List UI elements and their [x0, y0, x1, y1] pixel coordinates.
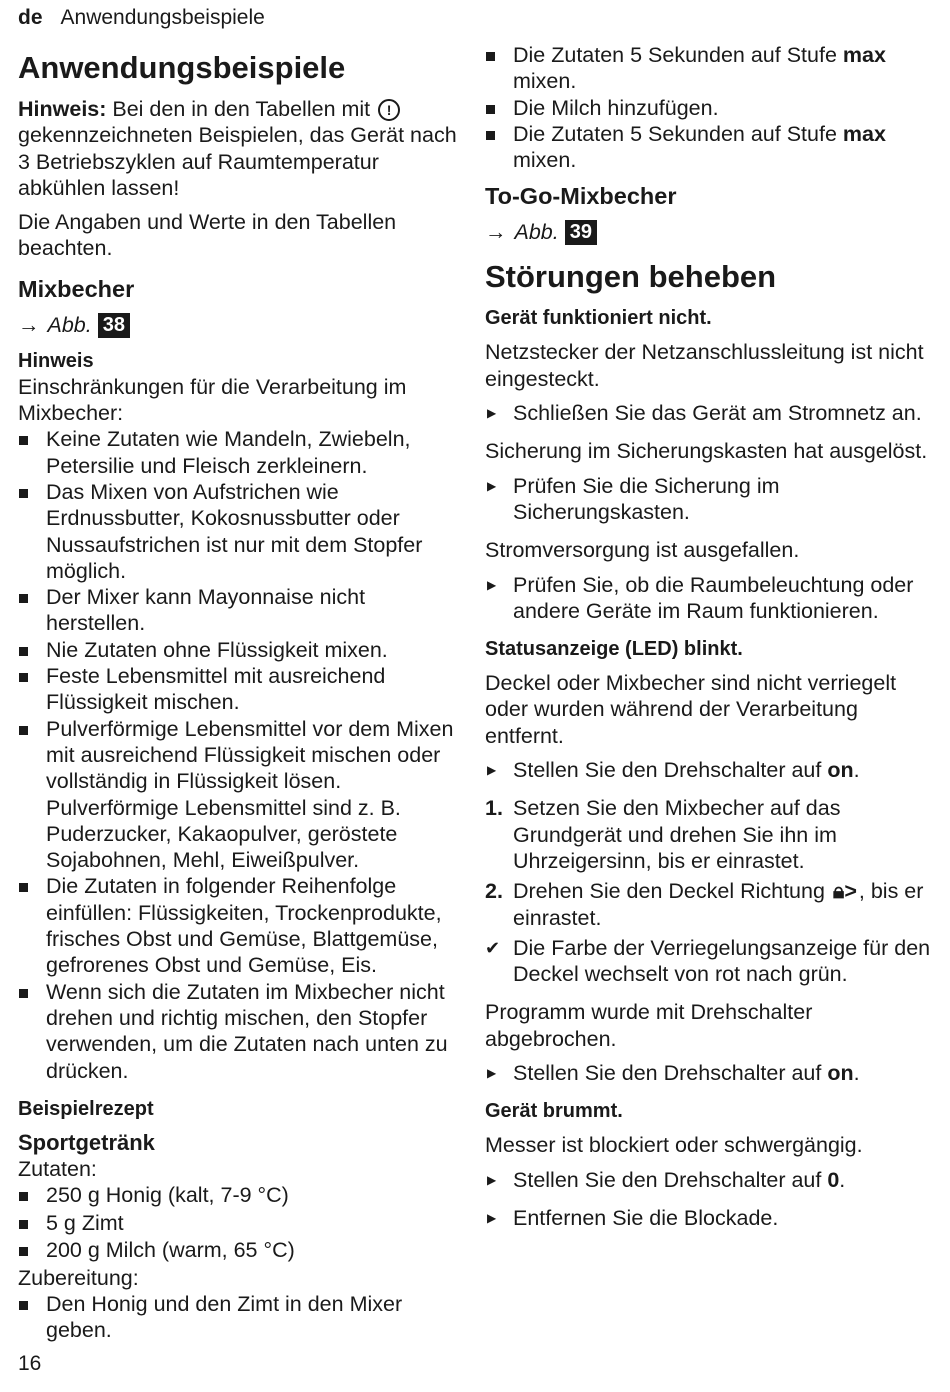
triangle-bullet-icon: ▶: [487, 577, 497, 592]
list-item: Den Honig und den Zimt in den Mixer geben.: [18, 1291, 463, 1344]
page-number: 16: [18, 1352, 42, 1375]
running-header-title: Anwendungsbeispiele: [60, 6, 265, 29]
list-item: Das Mixen von Aufstrichen wie Erdnussbutter, Kokosnussbutter oder Nussaufstrichen ist nur mit dem Stopfer möglich.: [18, 479, 463, 584]
cooling-note: Hinweis: Bei den in den Tabellen mit ! gekennzeichneten Beispielen, das Gerät nach 3 Betriebszyklen auf Raumtemperatur abkühlen lassen!: [18, 97, 457, 200]
prep-label: Zubereitung:: [18, 1265, 139, 1290]
problem-title: Statusanzeige (LED) blinkt.: [485, 638, 743, 661]
arrow-right-icon: →: [18, 312, 40, 337]
mixbecher-heading: Mixbecher: [18, 275, 135, 302]
action-item: ▶ Entfernen Sie die Blockade.: [487, 1205, 779, 1230]
step-item: 2. Drehen Sie den Deckel Richtung 🔒︎>, bis er einrastet.: [485, 879, 924, 930]
action-item: ▶ Stellen Sie den Drehschalter auf on.: [487, 758, 860, 783]
lock-arrow-icon: 🔒︎>: [832, 879, 857, 904]
recipe-title: Sportgetränk: [18, 1129, 155, 1155]
figure-reference: → Abb. 38: [18, 310, 463, 340]
restrictions-list: [18, 426, 463, 1083]
list-item: Pulverförmige Lebensmittel vor dem Mixen mit ausreichend Flüssigkeit mischen oder vollständig in Flüssigkeit lösen. Pulverförmige Lebensmittel sind z. B. Puderzucker, Kakaopulver, geröstete Sojabohnen, Mehl, Eiweißpulver.: [18, 716, 463, 874]
cause-text: Netzstecker der Netzanschlussleitung ist nicht eingesteckt.: [485, 340, 924, 391]
figure-badge: 39: [565, 220, 597, 245]
triangle-bullet-icon: ▶: [487, 763, 497, 778]
recipe-label: Beispielrezept: [18, 1097, 154, 1120]
left-column: [18, 40, 463, 1343]
action-item: ▶ Schließen Sie das Gerät am Stromnetz an.: [487, 401, 922, 426]
action-item: ▶ Stellen Sie den Drehschalter auf 0.: [487, 1167, 846, 1192]
cause-text: Stromversorgung ist ausgefallen.: [485, 538, 800, 563]
triangle-bullet-icon: ▶: [487, 1210, 497, 1225]
ingredients-label: Zutaten:: [18, 1156, 97, 1181]
action-item: ▶ Prüfen Sie die Sicherung im Sicherungskasten.: [487, 473, 780, 524]
hinweis-heading: Hinweis: [18, 349, 94, 372]
list-item: Wenn sich die Zutaten im Mixbecher nicht drehen und richtig mischen, den Stopfer verwenden, um die Zutaten nach unten zu drücken.: [18, 979, 463, 1084]
action-item: ▶ Stellen Sie den Drehschalter auf on.: [487, 1061, 860, 1086]
prep-list-continued: [485, 42, 933, 173]
list-item: 5 g Zimt: [18, 1210, 463, 1238]
right-column: [485, 42, 933, 1231]
list-item: Der Mixer kann Mayonnaise nicht herstellen.: [18, 584, 463, 637]
cause-text: Programm wurde mit Drehschalter abgebrochen.: [485, 1000, 813, 1051]
list-item: Die Zutaten 5 Sekunden auf Stufe max mixen.: [485, 121, 933, 174]
values-note: Die Angaben und Werte in den Tabellen beachten.: [18, 210, 397, 261]
troubleshooting-title: Störungen beheben: [485, 259, 777, 295]
cause-text: Messer ist blockiert oder schwergängig.: [485, 1133, 863, 1158]
arrow-right-icon: →: [485, 220, 507, 245]
warning-icon: !: [378, 99, 400, 121]
triangle-bullet-icon: ▶: [487, 406, 497, 421]
problem-title: Gerät brummt.: [485, 1100, 623, 1123]
triangle-bullet-icon: ▶: [487, 1172, 497, 1187]
list-item: Keine Zutaten wie Mandeln, Zwiebeln, Petersilie und Fleisch zerkleinern.: [18, 426, 463, 479]
problem-title: Gerät funktioniert nicht.: [485, 307, 712, 330]
action-item: ▶ Prüfen Sie, ob die Raumbeleuchtung oder andere Geräte im Raum funktionieren.: [487, 572, 914, 623]
checkmark-icon: ✔: [485, 937, 501, 958]
section-title: Anwendungsbeispiele: [18, 50, 346, 85]
list-item: 200 g Milch (warm, 65 °C): [18, 1237, 463, 1265]
cause-text: Deckel oder Mixbecher sind nicht verriegelt oder wurden während der Verarbeitung entfernt.: [485, 671, 897, 748]
restrictions-intro: Einschränkungen für die Verarbeitung im Mixbecher:: [18, 374, 407, 426]
list-item: Feste Lebensmittel mit ausreichend Flüssigkeit mischen.: [18, 663, 463, 716]
step-item: 1. Setzen Sie den Mixbecher auf das Grundgerät und drehen Sie ihn im Uhrzeigersinn, bis er einrastet.: [485, 796, 841, 873]
list-item: Die Milch hinzufügen.: [485, 95, 933, 121]
list-item: Nie Zutaten ohne Flüssigkeit mixen.: [18, 637, 463, 663]
steps-list: [485, 795, 933, 930]
triangle-bullet-icon: ▶: [487, 1066, 497, 1081]
ingredients-list: [18, 1182, 463, 1265]
figure-badge: 38: [98, 313, 130, 338]
list-item: Die Zutaten 5 Sekunden auf Stufe max mixen.: [485, 42, 933, 95]
list-item: Die Zutaten in folgender Reihenfolge einfüllen: Flüssigkeiten, Trockenprodukte, frisches Obst und Gemüse, Blattgemüse, gefrorenes Obst und Gemüse, Eis.: [18, 873, 463, 978]
note-label: Hinweis:: [18, 97, 107, 121]
triangle-bullet-icon: ▶: [487, 478, 497, 493]
prep-list: [18, 1291, 463, 1344]
list-item: 250 g Honig (kalt, 7-9 °C): [18, 1182, 463, 1210]
cause-text: Sicherung im Sicherungskasten hat ausgelöst.: [485, 439, 928, 464]
language-code: de: [18, 6, 43, 29]
running-header: [18, 6, 265, 30]
figure-reference: → Abb. 39: [485, 217, 933, 247]
togo-heading: To-Go-Mixbecher: [485, 183, 677, 210]
result-item: ✔ Die Farbe der Verriegelungsanzeige für den Deckel wechselt von rot nach grün.: [485, 935, 931, 987]
